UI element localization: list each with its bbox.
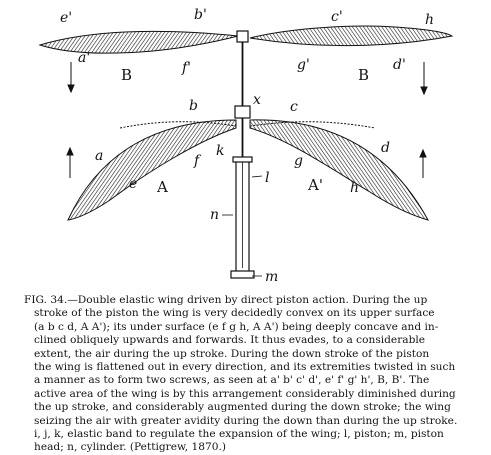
caption-line: the wing is flattened out in every direction, and its extremities twisted in such (34, 361, 456, 374)
label-l: l (265, 170, 270, 186)
caption-line: stroke of the piston the wing is very decidedly convex on its upper surface (34, 307, 435, 320)
label-g-prime: g' (297, 57, 310, 73)
label-e: e (129, 176, 138, 192)
upper-wing-hub (237, 31, 248, 42)
upper-wing (40, 26, 452, 106)
caption-line: i, j, k, elastic band to regulate the expansion of the wing; l, piston; m, piston (34, 428, 444, 441)
cylinder-cap-top (233, 157, 252, 162)
lower-wing-right (250, 120, 428, 220)
caption-line: head; n, cylinder. (Pettigrew, 1870.) (34, 441, 226, 454)
caption-line: a manner as to form two screws, as seen at a' b' c' d', e' f' g' h', B, B'. The (34, 374, 430, 387)
label-b-prime: b' (194, 7, 207, 23)
caption-line: seizing the air with greater avidity during the down than during the up stroke. (34, 414, 458, 427)
caption-line: (a b c d, A A'); its under surface (e f g h, A A') being deeply concave and in- (34, 320, 439, 333)
label-e-prime: e' (60, 10, 73, 26)
figure-caption (24, 294, 476, 455)
label-a: a (95, 148, 104, 164)
label-A: A (157, 178, 168, 196)
label-d-prime: d' (393, 57, 406, 73)
label-m: m (265, 269, 279, 285)
label-h: h (350, 180, 360, 196)
caption-line: FIG. 34.—Double elastic wing driven by direct piston action. During the up (24, 294, 428, 306)
caption-line: the up stroke, and considerably augmented during the down stroke; the wing (34, 401, 451, 414)
cylinder (231, 157, 254, 278)
label-f: f (194, 153, 200, 169)
label-B-right: B (358, 66, 370, 84)
elastic-band (120, 122, 375, 128)
caption-line: extent, the air during the up stroke. During the down stroke of the piston (34, 347, 430, 360)
piston-head (231, 271, 254, 278)
label-a-prime: a' (78, 50, 91, 66)
label-h-top: h (425, 12, 435, 28)
upper-wing-right-blade (250, 26, 452, 46)
label-d: d (381, 140, 390, 156)
label-x: x (253, 92, 261, 108)
label-c: c (290, 99, 298, 115)
upper-wing-left-blade (40, 31, 238, 53)
label-f-prime: f' (182, 60, 192, 76)
lower-wing-hub (235, 106, 250, 118)
label-B-left: B (121, 66, 133, 84)
label-c-prime: c' (331, 9, 343, 25)
lower-wing-left (68, 120, 236, 220)
caption-line: active area of the wing is by this arrangement considerably diminished during (34, 387, 456, 400)
label-g: g (294, 153, 303, 169)
label-b: b (189, 98, 198, 114)
label-A-prime: A' (308, 176, 323, 194)
caption-line: clined obliquely upwards and forwards. It thus evades, to a considerable (34, 334, 426, 347)
label-n: n (210, 207, 220, 223)
label-k: k (216, 143, 225, 159)
